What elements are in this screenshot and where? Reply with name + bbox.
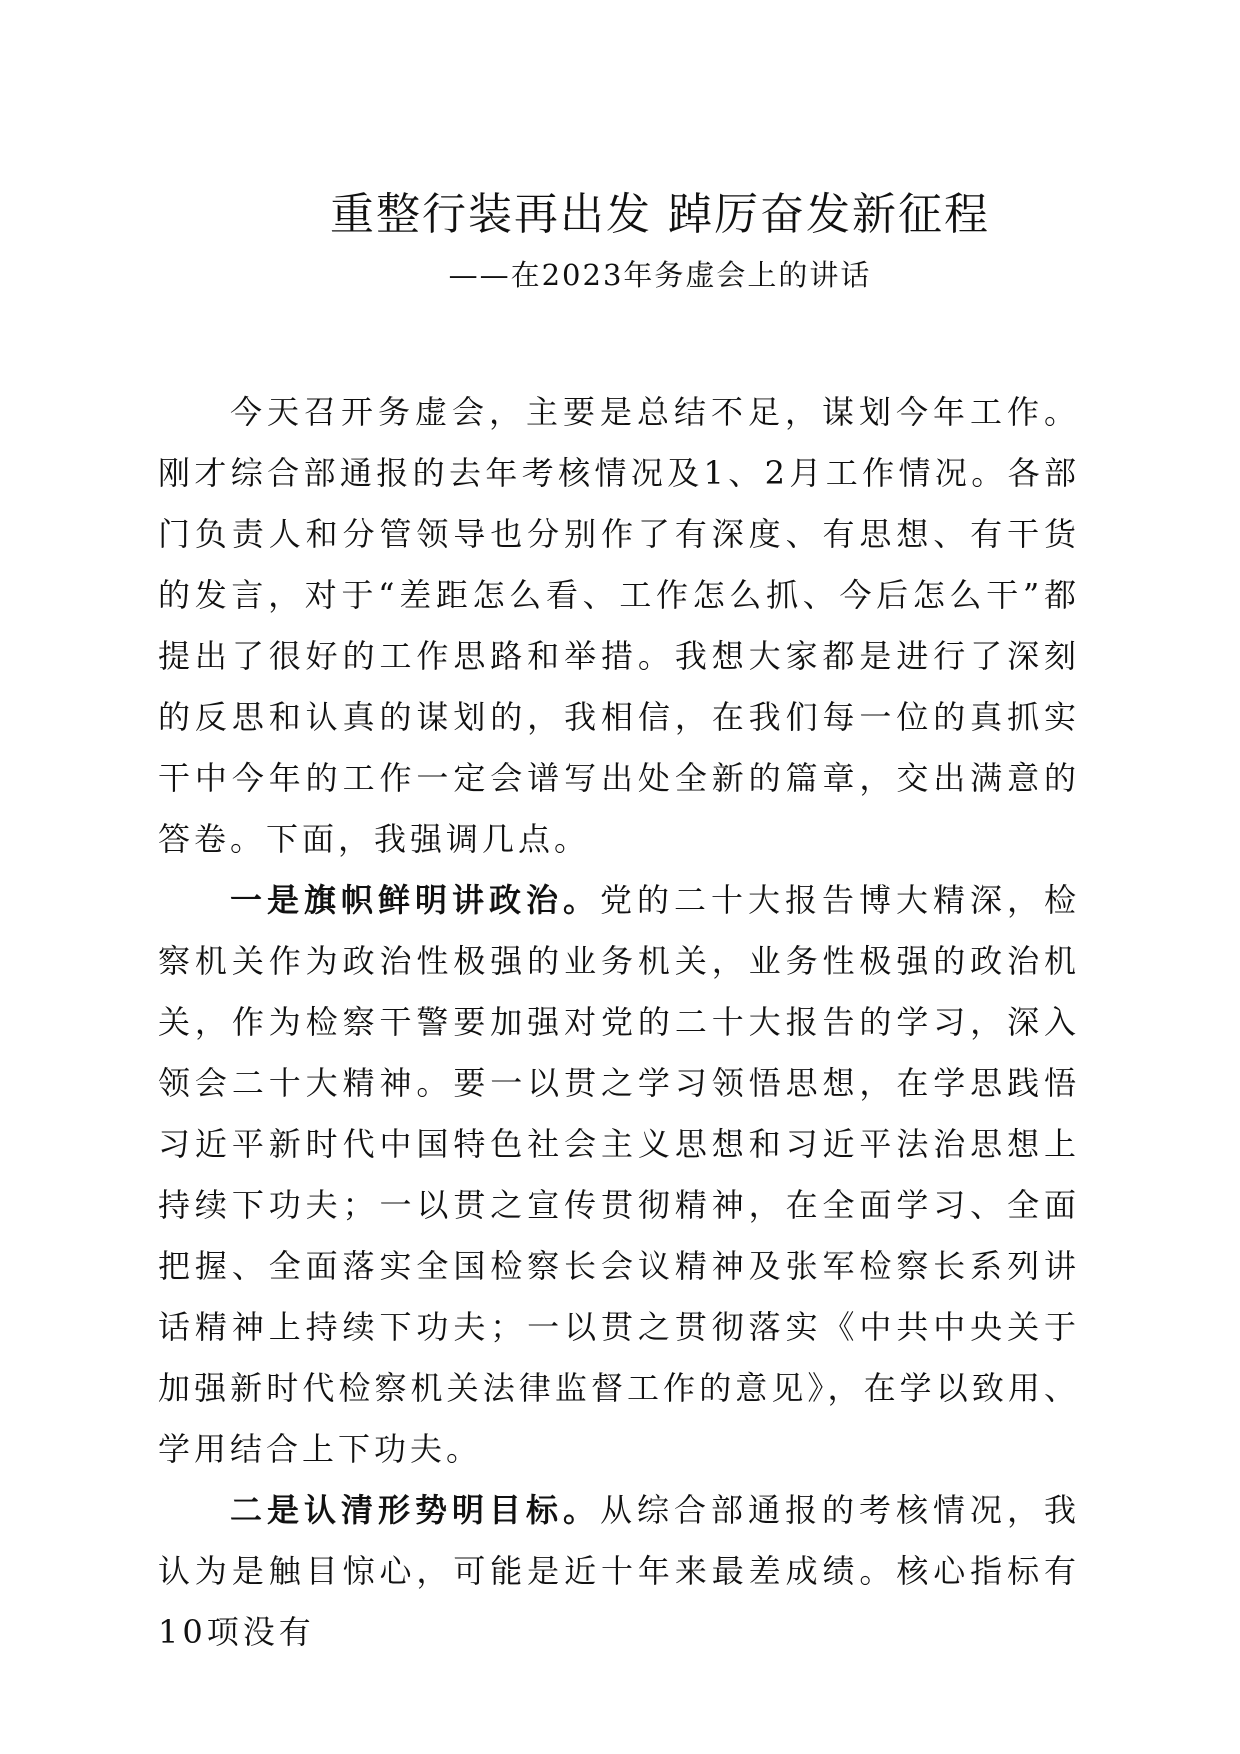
paragraph-point-one — [158, 870, 1080, 1480]
paragraph-text: 党的二十大报告博大精深，检察机关作为政治性极强的业务机关，业务性极强的政治机关，作为检察干警要加强对党的二十大报告的学习，深入领会二十大精神。要一以贯之学习领悟思想，在学思践悟习近平新时代中国特色社会主义思想和习近平法治思想上持续下功夫；一以贯之宣传贯彻精神，在全面学习、全面把握、全面落实全国检察长会议精神及张军检察长系列讲话精神上持续下功夫；一以贯之贯彻落实《中共中央关于加强新时代检察机关法律监督工作的意见》，在学以致用、学用结合上下功夫。 — [158, 881, 1080, 1468]
document-subtitle: ——在2023年务虚会上的讲话 — [448, 258, 872, 292]
document-body — [158, 382, 1080, 1663]
paragraph-point-two — [158, 1480, 1080, 1663]
paragraph-opening — [158, 382, 1080, 870]
paragraph-lead: 一是旗帜鲜明讲政治。 — [230, 881, 600, 919]
paragraph-text: 从综合部通报的考核情况，我认为是触目惊心，可能是近十年来最差成绩。核心指标有10项没有 — [158, 1491, 1080, 1651]
paragraph-lead: 二是认清形势明目标。 — [230, 1491, 600, 1529]
paragraph-text: 今天召开务虚会，主要是总结不足，谋划今年工作。刚才综合部通报的去年考核情况及1、2月工作情况。各部门负责人和分管领导也分别作了有深度、有思想、有干货的发言，对于“差距怎么看、工作怎么抓、今后怎么干”都提出了很好的工作思路和举措。我想大家都是进行了深刻的反思和认真的谋划的，我相信，在我们每一位的真抓实干中今年的工作一定会谱写出处全新的篇章，交出满意的答卷。下面，我强调几点。 — [158, 393, 1080, 858]
document-title: 重整行装再出发 踔厉奋发新征程 — [330, 189, 990, 240]
